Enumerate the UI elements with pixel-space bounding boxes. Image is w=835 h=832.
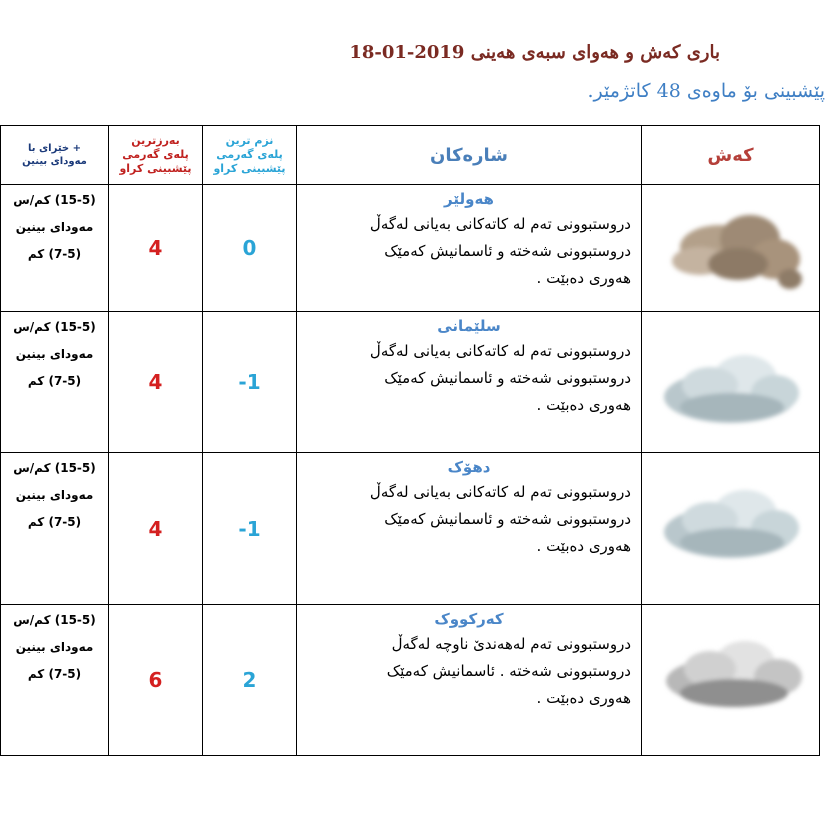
header-max-temp xyxy=(109,126,203,185)
min-temp: -1 xyxy=(203,312,297,453)
visibility-label: مەودای بینین xyxy=(15,220,94,234)
title-date: 18-01-2019 xyxy=(349,42,465,63)
visibility-value: (7-5) کم xyxy=(27,374,82,388)
header-min-temp xyxy=(203,126,297,185)
visibility-value: (7-5) کم xyxy=(27,247,82,261)
forecast-subtitle: پێشبینی بۆ ماوەی 48 کاتژمێر. xyxy=(587,80,825,102)
description-line: دروستبوونی تەم لە کاتەکانی بەیانی لەگەڵ xyxy=(369,342,631,360)
header-max-line3: پێشبینی کراو xyxy=(119,162,192,175)
max-temp: 4 xyxy=(109,185,203,312)
city-name: کەرکووک xyxy=(434,610,504,628)
min-temp: 2 xyxy=(203,605,297,756)
cloud-cell xyxy=(642,605,820,756)
cloud-cell xyxy=(642,453,820,605)
description-line: دروستبوونی تەم لە کاتەکانی بەیانی لەگەڵ xyxy=(369,483,631,501)
header-max-line2: پلەی گەرمی xyxy=(122,148,189,161)
description-line: دروستبوونی تەم لەهەندێ ناوچە لەگەڵ xyxy=(391,635,631,653)
city-name: هەولێر xyxy=(444,190,494,208)
description-line: دروستبوونی شەختە و ئاسمانیش کەمێک xyxy=(384,369,631,387)
header-max-line1: بەرزترین xyxy=(131,134,180,147)
city-cell xyxy=(297,185,642,312)
max-temp: 4 xyxy=(109,453,203,605)
table-row xyxy=(1,185,820,312)
visibility-label: مەودای بینین xyxy=(15,640,94,654)
header-wind-line2: مەودای بینین xyxy=(22,156,87,167)
visibility-value: (7-5) کم xyxy=(27,667,82,681)
wind-speed: (15-5) کم/س xyxy=(13,613,96,627)
city-cell xyxy=(297,453,642,605)
header-min-line2: پلەی گەرمی xyxy=(216,148,283,161)
header-cities: شارەکان xyxy=(297,126,642,185)
visibility-label: مەودای بینین xyxy=(15,347,94,361)
light-blue-cloud-icon xyxy=(650,345,812,443)
description-line: هەوری دەبێت . xyxy=(536,396,631,414)
table-header-row xyxy=(1,126,820,185)
table-row xyxy=(1,453,820,605)
max-temp: 4 xyxy=(109,312,203,453)
visibility-value: (7-5) کم xyxy=(27,515,82,529)
description-line: دروستبوونی شەختە و ئاسمانیش کەمێک xyxy=(384,510,631,528)
weather-table xyxy=(0,125,820,756)
description-line: دروستبوونی شەختە و ئاسمانیش کەمێک xyxy=(384,242,631,260)
header-cloud: کەش xyxy=(642,126,820,185)
wind-cell xyxy=(1,185,109,312)
wind-cell xyxy=(1,453,109,605)
max-temp: 6 xyxy=(109,605,203,756)
header-min-line3: پێشبینی کراو xyxy=(213,162,286,175)
cloud-cell xyxy=(642,312,820,453)
city-name: سلێمانی xyxy=(437,317,501,335)
light-blue-cloud-icon xyxy=(650,480,812,578)
city-description xyxy=(297,631,641,712)
min-temp: -1 xyxy=(203,453,297,605)
description-line: دروستبوونی تەم لە کاتەکانی بەیانی لەگەڵ xyxy=(369,215,631,233)
description-line: هەوری دەبێت . xyxy=(536,269,631,287)
dusty-brown-cloud-icon xyxy=(650,199,812,297)
city-cell xyxy=(297,605,642,756)
city-name: دهۆک xyxy=(447,458,491,476)
visibility-label: مەودای بینین xyxy=(15,488,94,502)
header-wind-line1: خێرای با + xyxy=(28,143,81,154)
city-cell xyxy=(297,312,642,453)
description-line: هەوری دەبێت . xyxy=(536,689,631,707)
table-row xyxy=(1,605,820,756)
wind-speed: (15-5) کم/س xyxy=(13,193,96,207)
header-wind-visibility xyxy=(1,126,109,185)
description-line: هەوری دەبێت . xyxy=(536,537,631,555)
wind-speed: (15-5) کم/س xyxy=(13,320,96,334)
min-temp: 0 xyxy=(203,185,297,312)
page-title xyxy=(270,42,720,68)
description-line: دروستبوونی شەختە . ئاسمانیش کەمێک xyxy=(386,662,631,680)
city-description xyxy=(297,338,641,419)
title-text: باری کەش و هەوای سبەی هەینی xyxy=(470,42,720,63)
table-row xyxy=(1,312,820,453)
wind-speed: (15-5) کم/س xyxy=(13,461,96,475)
header-min-line1: نزم ترین xyxy=(225,134,274,147)
wind-cell xyxy=(1,312,109,453)
grey-cloud-icon xyxy=(650,631,812,729)
wind-cell xyxy=(1,605,109,756)
cloud-cell xyxy=(642,185,820,312)
city-description xyxy=(297,479,641,560)
city-description xyxy=(297,211,641,292)
